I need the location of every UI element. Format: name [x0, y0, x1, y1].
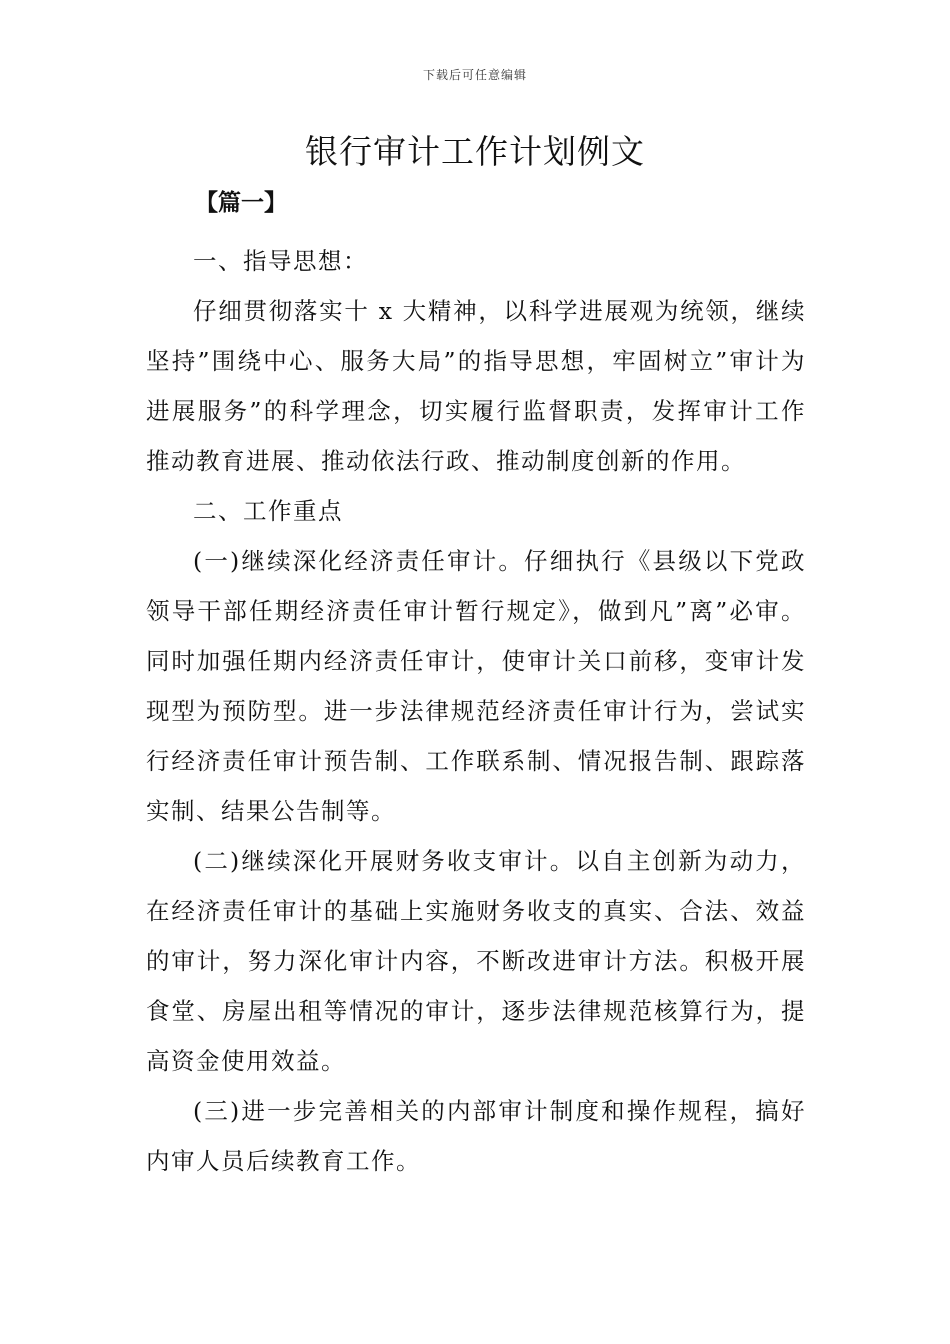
paragraph-financial-audit: (二)继续深化开展财务收支审计。以自主创新为动力，在经济责任审计的基础上实施财务收支的真实、合法、效益的审计，努力深化审计内容，不断改进审计方法。积极开展食堂、房屋出租等情况的审计，逐步法律规范核算行为，提高资金使用效益。 [146, 847, 806, 1075]
paragraph-internal-audit-system: (三)进一步完善相关的内部审计制度和操作规程，搞好内审人员后续教育工作。 [146, 1097, 806, 1175]
paragraph-economic-responsibility-audit: (一)继续深化经济责任审计。仔细执行《县级以下党政领导干部任期经济责任审计暂行规定》，做到凡”离”必审。同时加强任期内经济责任审计，使审计关口前移，变审计发现型为预防型。进一步法律规范经济责任审计行为，尝试实行经济责任审计预告制、工作联系制、情况报告制、跟踪落实制、结果公告制等。 [146, 547, 806, 825]
heading-work-focus: 二、工作重点 [193, 497, 343, 525]
header-note: 下载后可任意编辑 [422, 68, 527, 82]
paragraph-guiding-ideology: 仔细贯彻落实十 x 大精神，以科学进展观为统领，继续坚持”围绕中心、服务大局”的指导思想，牢固树立”审计为进展服务”的科学理念，切实履行监督职责，发挥审计工作推动教育进展、推动依法行政、推动制度创新的作用。 [146, 297, 806, 475]
heading-guiding-ideology: 一、指导思想： [193, 247, 368, 275]
document-title: 银行审计工作计划例文 [305, 132, 645, 171]
section-label: 【篇一】 [195, 189, 287, 216]
document-body [146, 236, 806, 1186]
